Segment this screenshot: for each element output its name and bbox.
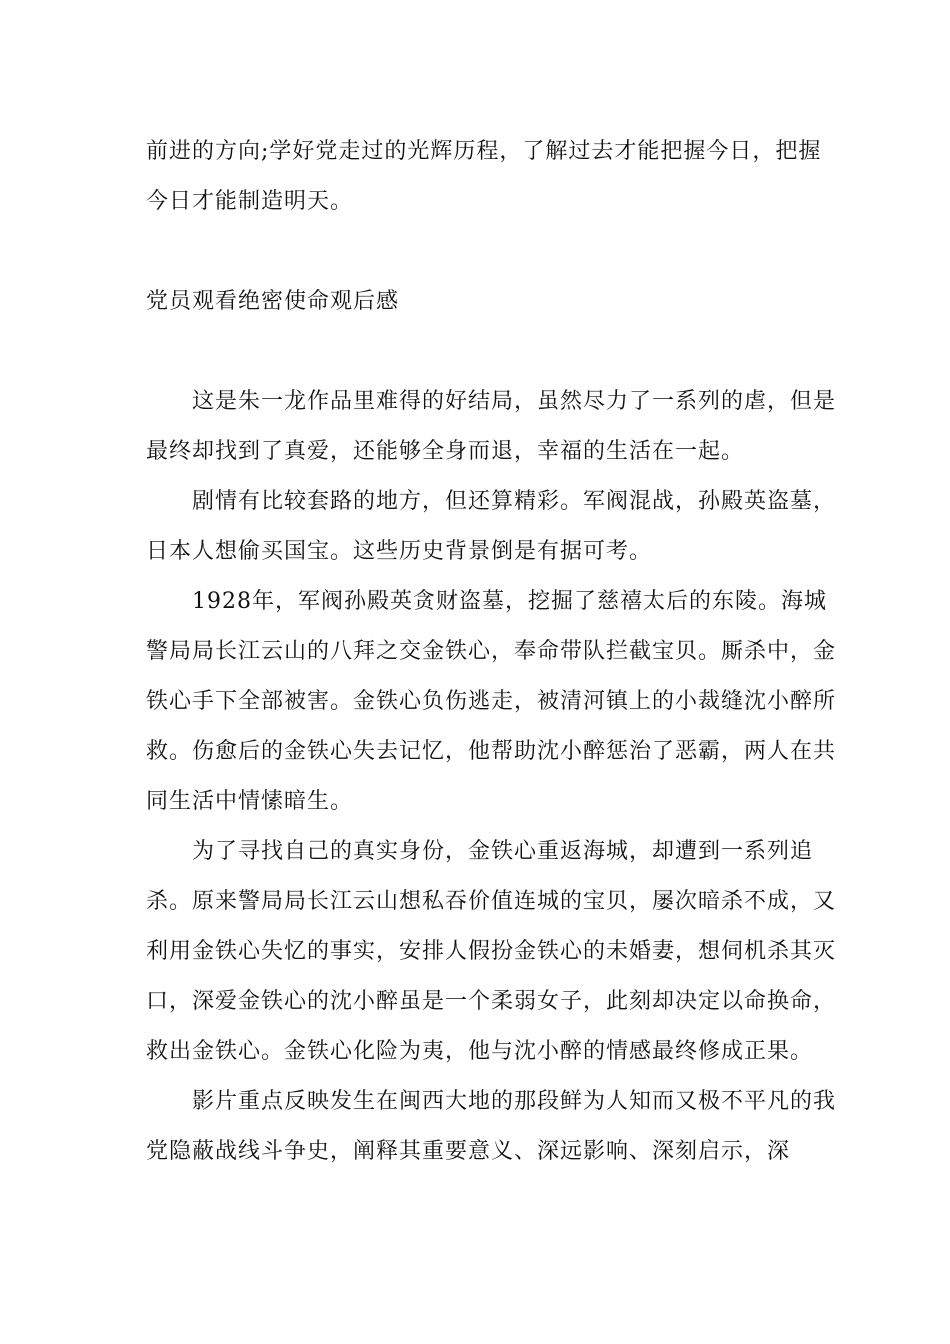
body-paragraph: 1928年，军阀孙殿英贪财盗墓，挖掘了慈禧太后的东陵。海城警局局长江云山的八拜之交金铁心，奉命带队拦截宝贝。厮杀中，金铁心手下全部被害。金铁心负伤逃走，被清河镇上的小裁缝沈小醉所救。伤愈后的金铁心失去记忆，他帮助沈小醉惩治了恶霸，两人在共同生活中情愫暗生。 (146, 589, 837, 814)
body-text (146, 377, 836, 1177)
body-paragraph: 影片重点反映发生在闽西大地的那段鲜为人知而又极不平凡的我党隐蔽战线斗争史，阐释其重要意义、深远影响、深刻启示，深 (146, 1089, 837, 1164)
body-paragraph: 为了寻找自己的真实身份，金铁心重返海城，却遭到一系列追杀。原来警局局长江云山想私吞价值连城的宝贝，屡次暗杀不成，又利用金铁心失忆的事实，安排人假扮金铁心的未婚妻，想伺机杀其灭口，深爱金铁心的沈小醉虽是一个柔弱女子，此刻却决定以命换命，救出金铁心。金铁心化险为夷，他与沈小醉的情感最终修成正果。 (146, 839, 837, 1064)
heading-block (146, 277, 836, 327)
body-paragraph: 剧情有比较套路的地方，但还算精彩。军阀混战，孙殿英盗墓，日本人想偷买国宝。这些历史背景倒是有据可考。 (146, 489, 837, 564)
body-paragraph: 这是朱一龙作品里难得的好结局，虽然尽力了一系列的虐，但是最终却找到了真爱，还能够全身而退，幸福的生活在一起。 (146, 389, 837, 464)
intro-paragraph: 前进的方向;学好党走过的光辉历程，了解过去才能把握今日，把握今日才能制造明天。 (146, 139, 822, 214)
intro-paragraph-block (146, 127, 836, 227)
section-heading: 党员观看绝密使命观后感 (146, 289, 400, 314)
